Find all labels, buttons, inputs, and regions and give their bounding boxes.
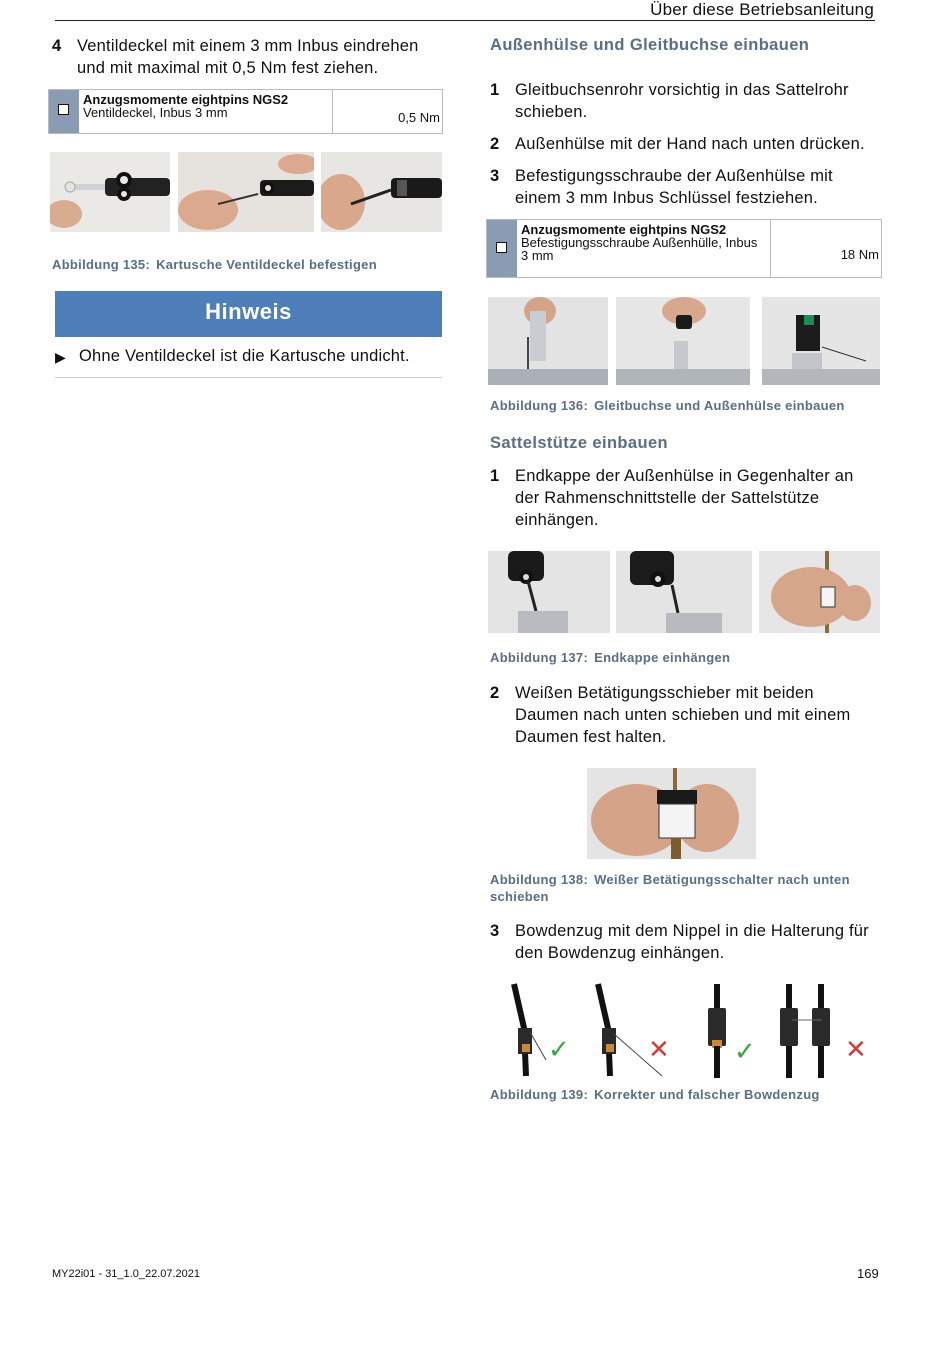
step-text: Ventildeckel mit einem 3 mm Inbus eindrehen und mit maximal mit 0,5 Nm fest ziehen. bbox=[77, 37, 419, 77]
caption-136: Abbildung 136: Gleitbuchse und Außenhülse einbauen bbox=[490, 398, 845, 413]
checkmark-icon: ✓ bbox=[734, 1036, 756, 1066]
caption-139: Abbildung 139: Korrekter und falscher Bowdenzug bbox=[490, 1087, 820, 1102]
torque-value: 18 Nm bbox=[840, 247, 879, 262]
page-number: 169 bbox=[857, 1266, 879, 1281]
hinweis-item bbox=[55, 345, 445, 369]
torque-title: Anzugsmomente eightpins NGS2 bbox=[83, 92, 289, 107]
checkbox-icon bbox=[49, 90, 79, 133]
section-heading-1: Außenhülse und Gleitbuchse einbauen bbox=[490, 36, 810, 54]
right-s2-step-2: 2 Weißen Betätigungsschieber mit beiden Daumen nach unten schieben und mit einem Daumen fest halten. bbox=[490, 684, 851, 746]
figure-139 bbox=[496, 980, 876, 1080]
photo-136-a bbox=[488, 297, 608, 385]
step-number: 4 bbox=[52, 37, 62, 55]
torque-description: Anzugsmomente eightpins NGS2 Befestigungsschraube Außenhülle, Inbus 3 mm bbox=[517, 220, 771, 277]
torque-value: 0,5 Nm bbox=[398, 110, 440, 125]
checkbox-icon bbox=[487, 220, 517, 277]
right-s1-step-3: 3 Befestigungsschraube der Außenhülse mit einem 3 mm Inbus Schlüssel festziehen. bbox=[490, 167, 833, 207]
header-rule bbox=[55, 20, 875, 21]
torque-table-right bbox=[486, 219, 882, 278]
photo-137-c bbox=[759, 551, 880, 633]
triangle-bullet-icon: ▶ bbox=[55, 349, 66, 365]
hinweis-title: Hinweis bbox=[55, 291, 442, 337]
cross-icon: ✕ bbox=[648, 1034, 670, 1064]
photo-138 bbox=[587, 768, 756, 859]
torque-title: Anzugsmomente eightpins NGS2 bbox=[521, 222, 727, 237]
caption-137: Abbildung 137: Endkappe einhängen bbox=[490, 650, 731, 665]
cross-icon: ✕ bbox=[845, 1034, 867, 1064]
torque-line: Ventildeckel, Inbus 3 mm bbox=[83, 105, 228, 120]
right-s2-step-3: 3 Bowdenzug mit dem Nippel in die Halterung für den Bowdenzug einhängen. bbox=[490, 922, 869, 962]
hinweis-text: Ohne Ventildeckel ist die Kartusche undicht. bbox=[79, 347, 410, 365]
caption-138: Abbildung 138: Weißer Betätigungsschalter nach unten schieben bbox=[490, 872, 850, 904]
caption-135: Abbildung 135: Kartusche Ventildeckel befestigen bbox=[52, 257, 377, 272]
section-heading-2: Sattelstütze einbauen bbox=[490, 434, 669, 452]
photo-136-b bbox=[616, 297, 750, 385]
torque-table-left bbox=[48, 89, 443, 134]
right-s1-step-2: 2 Außenhülse mit der Hand nach unten drücken. bbox=[490, 135, 865, 153]
photo-135-b bbox=[178, 152, 314, 232]
photo-137-a bbox=[488, 551, 610, 633]
torque-description bbox=[79, 90, 333, 133]
left-step-4 bbox=[52, 35, 442, 81]
checkmark-icon: ✓ bbox=[548, 1034, 570, 1064]
photo-136-c bbox=[762, 297, 880, 385]
right-s1-step-1: 1 Gleitbuchsenrohr vorsichtig in das Sattelrohr schieben. bbox=[490, 81, 849, 121]
footer-doc-id: MY22i01 - 31_1.0_22.07.2021 bbox=[52, 1268, 201, 1280]
header-title: Über diese Betriebsanleitung bbox=[650, 0, 874, 19]
hinweis-rule bbox=[55, 377, 442, 378]
right-s2-step-1: 1 Endkappe der Außenhülse in Gegenhalter an der Rahmenschnittstelle der Sattelstütze einhängen. bbox=[490, 467, 854, 529]
photo-135-c bbox=[321, 152, 442, 232]
photo-137-b bbox=[616, 551, 752, 633]
photo-135-a bbox=[50, 152, 170, 232]
